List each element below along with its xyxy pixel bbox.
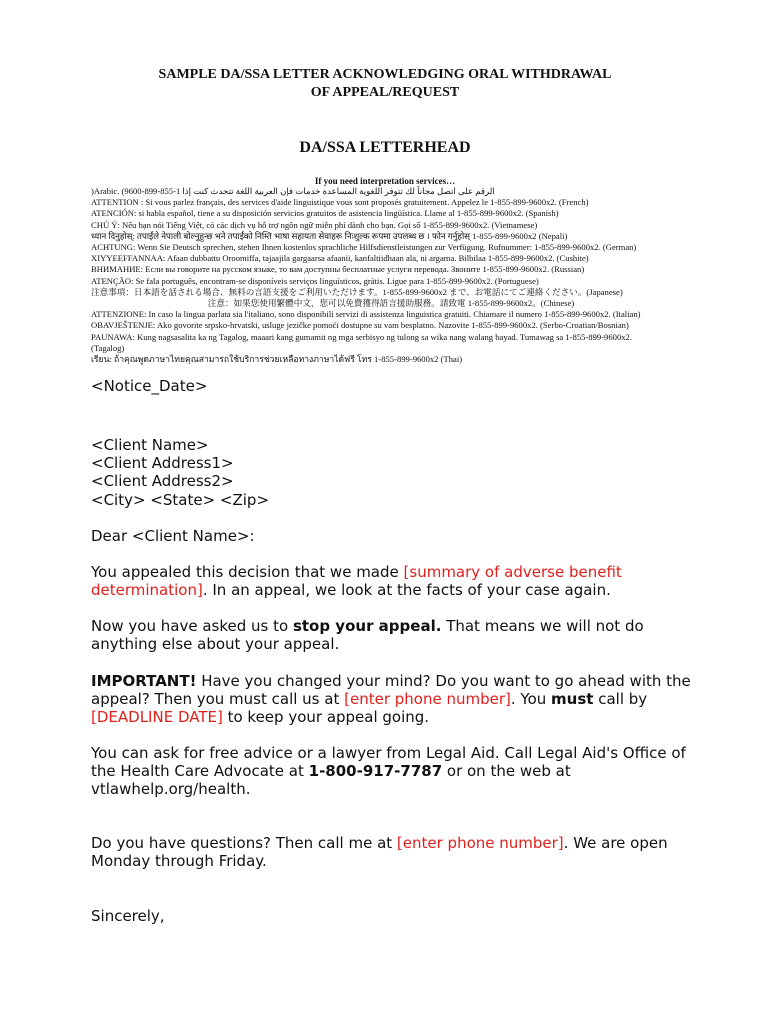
paragraph-stop-appeal [91,617,691,653]
notice-nepali: ध्यान दिनुहोस्: तपाईंले नेपाली बोल्नुहुन्छ भने तपाईंको निम्ति भाषा सहायता सेवाहरू निःशुल्क रूपमा उपलब्ध छ । फोन गर्नुहोस् 1-855-899-9600x2 (Nepali) [91,230,568,241]
notice-serbo-croatian: OBAVJEŠTENJE: Ako govorite srpsko-hrvatski, usluge jezičke pomoći dostupne su vam besplatno. Nazovite 1-855-899-9600x2. (Serbo-Croatian/Bosnian) [91,320,629,331]
para2-text-end: That means we will not do anything else about your appeal. [91,617,644,654]
para5-text-1: Do you have questions? Then call me at [91,834,397,852]
notice-vietnamese: CHÚ Ý: Nếu bạn nói Tiếng Việt, có các dịch vụ hỗ trợ ngôn ngữ miễn phí dành cho bạn. Gọi số 1-855-899-9600x2. (Vietnamese) [91,219,538,230]
notice-thai: เรียน: ถ้าคุณพูดภาษาไทยคุณสามารถใช้บริการช่วยเหลือทางภาษาได้ฟรี โทร 1-855-899-9600x2 (Thai) [91,354,463,365]
phone-number-placeholder: [enter phone number] [344,690,511,709]
para3-text-3: call by [593,690,648,709]
notice-german: ACHTUNG: Wenn Sie Deutsch sprechen, stehen Ihnen kostenlos sprachliche Hilfsdienstleistungen zur Verfügung. Rufnummer: 1-855-899-9600x2. (German) [91,242,637,253]
notice-portuguese: ATENÇÃO: Se fala português, encontram-se disponíveis serviços linguísticos, grátis. Ligue para 1-855-899-9600x2. (Portuguese) [91,275,539,286]
notice-russian: ВНИМАНИЕ: Если вы говорите на русском языке, то вам доступны бесплатные услуги перевода. Звоните 1-855-899-9600x2. (Russian) [91,264,585,275]
paragraph-questions [91,834,691,870]
interpretation-heading: If you need interpretation services… [314,176,456,186]
contact-phone-placeholder: [enter phone number] [396,834,564,852]
paragraph-legal-aid [91,744,691,799]
client-address-block [91,436,691,509]
notice-spanish: ATENCIÓN: si habla español, tiene a su disposición servicios gratuitos de asistencia lingüística. Llame al 1-855-899-9600x2. (Spanish) [91,208,559,219]
document-title [100,66,670,102]
notice-arabic: )Arabic. (9600-899-855-1 ﺍﻟﺮﻗﻢ ﻋﻠﻰ ﺍﺗﺼﻞ ﻣﺠﺎﻧﺎً ﻟﻚ ﺗﺘﻮﻓﺮ ﺍﻟﻠﻐﻮﻳﺔ ﺍﻟﻤﺴﺎﻋﺪﺓ ﺧﺪﻣﺎﺕ ﻓﺈﻥ ﺍﻟﻌﺮﺑﻴﺔ ﺍﻟﻠﻐﺔ ﺗﺘﺤﺪﺙ ﻛﻨﺖ ﺇﺫﺍ [91,186,495,196]
client-address-2: <Client Address2> [91,472,234,491]
stop-appeal-emphasis: stop your appeal. [292,617,442,635]
para4-text-1: You can ask for free advice or a lawyer from Legal Aid. Call Legal Aid's Office of the Health Care Advocate at [91,744,686,781]
client-name: <Client Name> [91,436,209,454]
title-line-1: SAMPLE DA/SSA LETTER ACKNOWLEDGING ORAL WITHDRAWAL [158,67,612,82]
notice-italian: ATTENZIONE: In caso la lingua parlata sia l'italiano, sono disponibili servizi di assistenza linguistica gratuiti. Chiamare il numero 1-855-899-9600x2. (Italian) [91,309,641,320]
para3-text-1: Have you changed your mind? Do you want to go ahead with the appeal? Then you must call us at [91,672,691,709]
closing: Sincerely, [91,907,165,925]
title-line-2: OF APPEAL/REQUEST [310,85,460,100]
para5-text-2: . We are open Monday through Friday. [91,834,668,871]
para3-text-4: to keep your appeal going. [222,708,430,727]
notice-tagalog-label: (Tagalog) [91,342,125,353]
notice-chinese: 注意：如果您使用繁體中文，您可以免費獲得語言援助服務。請致電 1-855-899-9600x2。(Chinese) [207,298,575,309]
client-address-1: <Client Address1> [91,454,234,473]
paragraph-important [91,672,691,727]
para3-text-2: . You [510,690,552,709]
important-label: IMPORTANT! [91,672,197,690]
notice-cushite: XIYYEEFFANNAA: Afaan dubbattu Oroomiffa, tajaajila gargaarsa afaanii, kanfaltiidhaan ala, ni argama. Bilbilaa 1-855-899-9600x2. (Cushite) [91,253,589,264]
adverse-determination-placeholder: [summary of adverse benefit determination] [91,563,622,600]
notice-tagalog: PAUNAWA: Kung nagsasalita ka ng Tagalog, maaari kang gumamit ng mga serbisyo ng tulong sa wika nang walang bayad. Tumawag sa 1-855-899-9600x2. [91,331,632,342]
paragraph-appeal-decision [91,563,691,599]
interpretation-notices [91,186,691,365]
legal-aid-phone: 1-800-917-7787 [308,762,443,781]
para1-text-end: . In an appeal, we look at the facts of your case again. [202,581,611,600]
deadline-date-placeholder: [DEADLINE DATE] [91,708,223,727]
salutation: Dear <Client Name>: [91,527,255,545]
client-city-state-zip: <City> <State> <Zip> [91,490,270,509]
para4-text-2: or on the web at vtlawhelp.org/health. [91,762,571,799]
para2-text-start: Now you have asked us to [91,617,293,635]
notice-japanese: 注意事項：日本語を話される場合、無料の言語支援をご利用いただけます。1-855-899-9600x2 まで、お電話にてご連絡ください。(Japanese) [91,286,623,297]
notice-date: <Notice_Date> [91,377,208,395]
para1-text-start: You appealed this decision that we made [91,563,404,581]
letterhead-heading: DA/SSA LETTERHEAD [299,139,471,156]
must-emphasis: must [551,690,594,709]
notice-french: ATTENTION : Si vous parlez français, des services d'aide linguistique vous sont proposés gratuitement. Appelez le 1-855-899-9600x2. (French) [91,197,589,208]
